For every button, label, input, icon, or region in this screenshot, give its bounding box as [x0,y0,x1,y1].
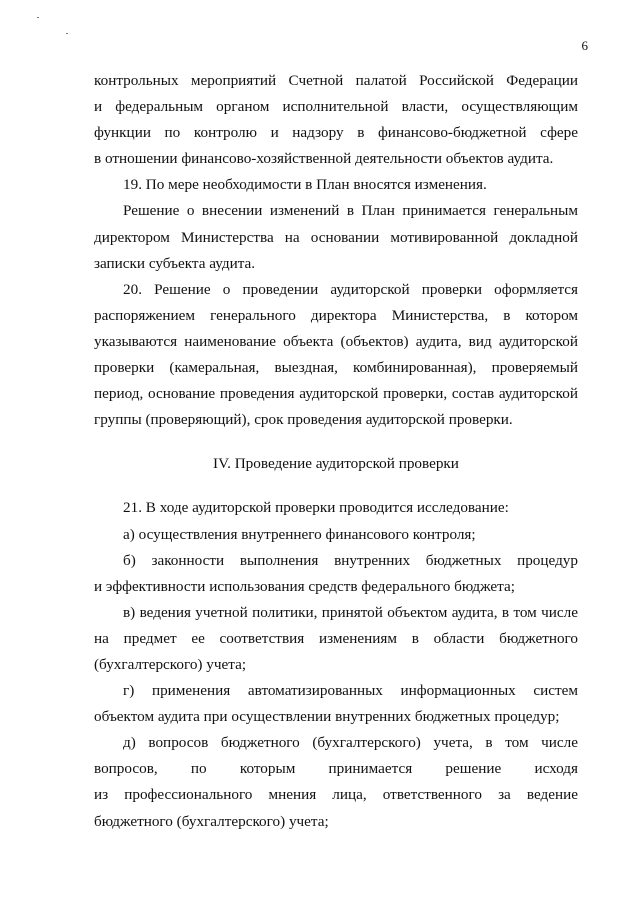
paragraph-20 [94,277,578,434]
text-line: группы (проверяющий), срок проведения аудиторской проверки. [94,411,513,429]
paragraph-continuation [94,68,578,172]
page-number: 6 [581,38,588,53]
text-line: б) законности выполнения внутренних бюджетных процедур [123,551,578,569]
text-line: а) осуществления внутреннего финансового контроля; [123,525,476,543]
text-line: 21. В ходе аудиторской проверки проводится исследование: [123,499,509,517]
text-line: и федеральным органом исполнительной власти, осуществляющим [94,98,578,116]
text-line: из профессионального мнения лица, ответственного за ведение [94,786,578,804]
text-line: директором Министерства на основании мотивированной докладной [94,228,578,246]
text-line: функции по контролю и надзору в финансово-бюджетной сфере [94,124,578,142]
list-item-b [94,548,578,600]
section-title: IV. Проведение аудиторской проверки [213,455,459,473]
text-line: 20. Решение о проведении аудиторской проверки оформляется [123,280,578,298]
text-line: в) ведения учетной политики, принятой объектом аудита, в том числе [123,603,578,621]
text-line: контрольных мероприятий Счетной палатой Российской Федерации [94,72,578,89]
paragraph-21 [94,495,578,521]
text-line: 19. По мере необходимости в План вносятся изменения. [123,176,487,194]
text-line: объектом аудита при осуществлении внутренних бюджетных процедур; [94,708,560,726]
text-line: период, основание проведения аудиторской проверки, состав аудиторской [94,385,578,403]
text-line: указываются наименование объекта (объектов) аудита, вид аудиторской [94,332,578,350]
list-item-d [94,730,578,834]
document-body [94,68,578,835]
paragraph-19-decision [94,198,578,276]
text-line: Решение о внесении изменений в План принимается генеральным [123,202,578,220]
list-item-a [94,522,578,548]
text-line: и эффективности использования средств федерального бюджета; [94,577,515,595]
scan-speck [37,17,39,18]
text-line: на предмет ее соответствия изменениям в области бюджетного [94,629,578,647]
list-item-g [94,678,578,730]
text-line: проверки (камеральная, выездная, комбинированная), проверяемый [94,359,578,377]
scan-speck [66,33,68,34]
text-line: вопросов, по которым принимается решение исходя [94,760,578,778]
text-line: г) применения автоматизированных информационных систем [123,682,578,700]
text-line: в отношении финансово-хозяйственной деятельности объектов аудита. [94,150,554,168]
text-line: д) вопросов бюджетного (бухгалтерского) учета, в том числе [123,734,578,752]
list-item-v [94,600,578,678]
paragraph-19 [94,172,578,198]
text-line: бюджетного (бухгалтерского) учета; [94,812,329,830]
text-line: (бухгалтерского) учета; [94,655,247,673]
text-line: записки субъекта аудита. [94,254,256,272]
text-line: распоряжением генерального директора Министерства, в котором [94,306,578,324]
